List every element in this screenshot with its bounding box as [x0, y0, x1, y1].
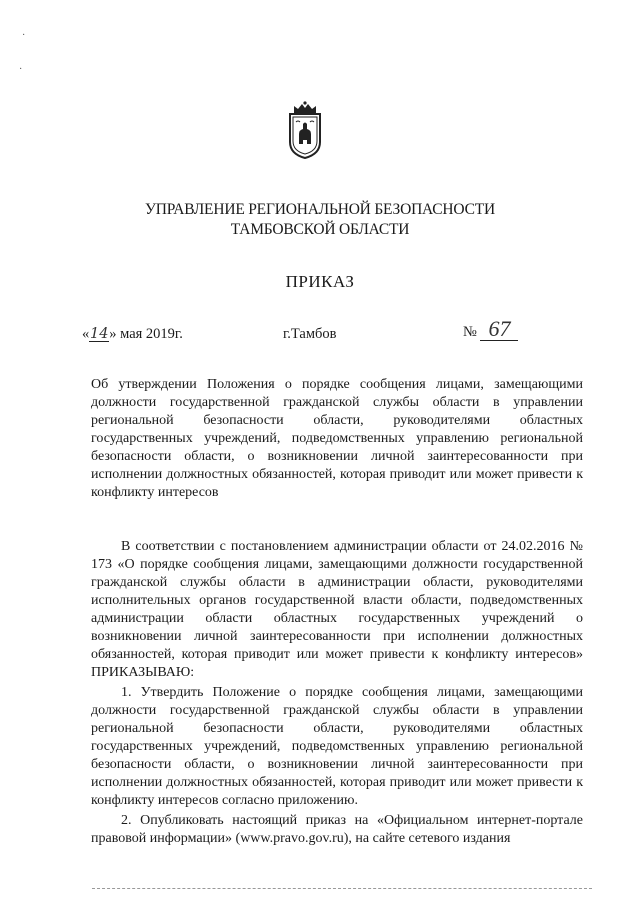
order-date — [82, 326, 183, 343]
date-close-quote: » — [109, 326, 117, 342]
order-number — [463, 318, 518, 341]
scan-mark: · — [19, 64, 23, 75]
organization-name-line2: ТАМБОВСКОЙ ОБЛАСТИ — [230, 221, 410, 238]
order-subject: Об утверждении Положения о порядке сообщения лицами, замещающими должности государственной гражданской службы области в управлении региональной безопасности области, руководителями областных государственных учреждений, подведомственных управлению региональной безопасности области, о возникновении личной заинтересованности при исполнении должностных обязанностей, которая приводит или может привести к конфликту интересов — [91, 377, 583, 500]
order-item-1: 1. Утвердить Положение о порядке сообщения лицами, замещающими должности государственной гражданской службы области в управлении региональной безопасности области, руководителями областных государственных учреждений, подведомственных управлению региональной безопасности области, о возникновении личной заинтересованности при исполнении должностных обязанностей, которая приводит или может привести к конфликту интересов согласно приложению. — [91, 685, 583, 808]
number-value-handwritten: 67 — [480, 318, 518, 341]
organization-name-line1: УПРАВЛЕНИЕ РЕГИОНАЛЬНОЙ БЕЗОПАСНОСТИ — [145, 201, 495, 218]
order-city: г.Тамбов — [283, 326, 337, 342]
order-item-2: 2. Опубликовать настоящий приказ на «Официальном интернет-портале правовой информации» (www.pravo.gov.ru), на сайте сетевого издания — [91, 813, 583, 846]
scan-edge-line — [92, 888, 592, 889]
order-body — [91, 538, 583, 848]
number-label: № — [463, 324, 477, 340]
preamble-paragraph: В соответствии с постановлением администрации области от 24.02.2016 № 173 «О порядке сообщения лицами, замещающими должности государственной гражданской службы области в администрации области, руководителями исполнительных органов государственной власти области, подведомственных администрации области областных государственных учреждений о возникновении личной заинтересованности при исполнении должностных обязанностей, которая приводит или может привести к конфликту интересов» ПРИКАЗЫВАЮ: — [91, 539, 583, 680]
date-day-handwritten: 14 — [90, 326, 109, 342]
document-type-title: ПРИКАЗ — [285, 272, 355, 291]
date-open-quote: « — [82, 326, 90, 342]
scan-mark: · — [22, 30, 26, 41]
tambov-coat-of-arms-icon — [284, 100, 326, 160]
date-month-year: мая 2019г. — [120, 326, 183, 342]
